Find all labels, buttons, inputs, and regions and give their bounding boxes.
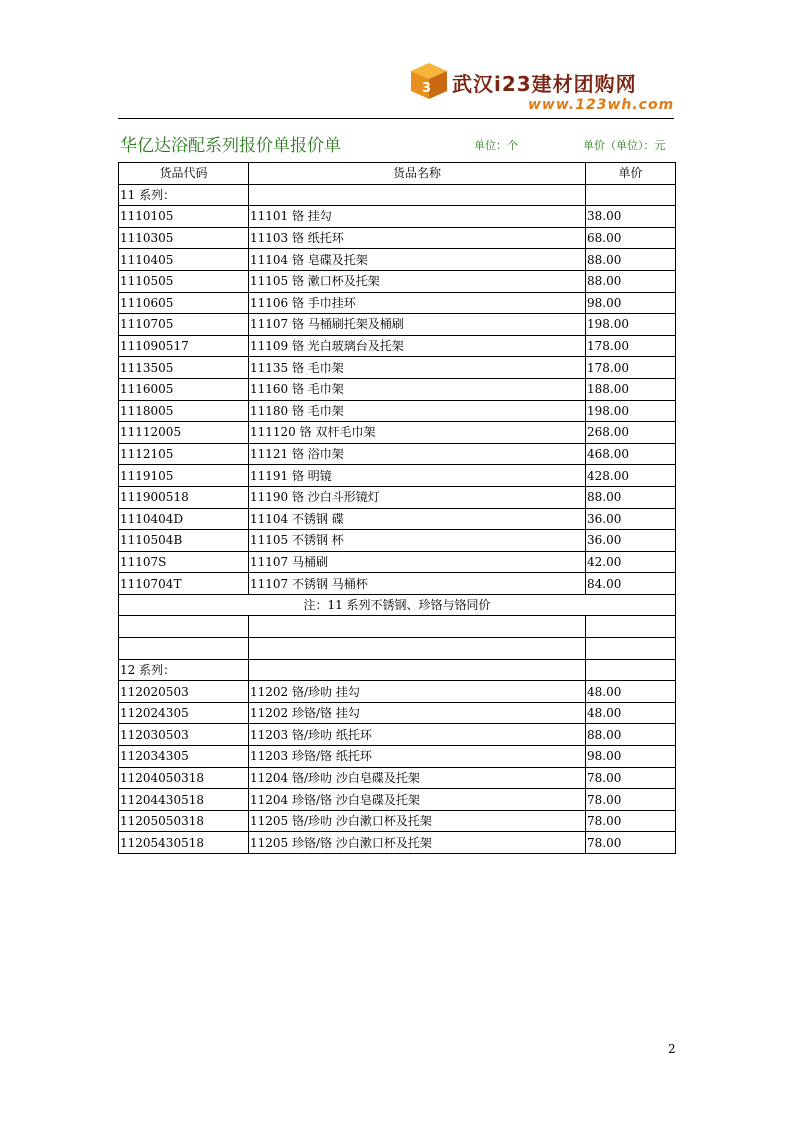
item-price: 178.00 (586, 357, 676, 379)
item-name: 11135 铬 毛巾架 (249, 357, 586, 379)
item-name: 11109 铬 光白玻璃台及托架 (249, 335, 586, 357)
item-price: 198.00 (586, 400, 676, 422)
item-name: 11202 铬/珍叻 挂勾 (249, 681, 586, 703)
item-name: 11105 不锈钢 杯 (249, 530, 586, 552)
item-price: 178.00 (586, 335, 676, 357)
item-code: 11205430518 (119, 832, 249, 854)
unit-label: 单位：个 (474, 139, 518, 152)
item-name: 11190 铬 沙白斗形镜灯 (249, 486, 586, 508)
item-code: 1110605 (119, 292, 249, 314)
price-table (118, 162, 676, 854)
empty-cell (249, 638, 586, 660)
table-row (119, 400, 676, 422)
item-code: 11112005 (119, 422, 249, 444)
table-row (119, 724, 676, 746)
item-price: 468.00 (586, 443, 676, 465)
table-row (119, 508, 676, 530)
item-name: 11105 铬 漱口杯及托架 (249, 270, 586, 292)
table-row (119, 486, 676, 508)
table-header-row (119, 163, 676, 185)
table-row (119, 378, 676, 400)
item-code: 112030503 (119, 724, 249, 746)
site-logo (408, 56, 720, 120)
section-label: 12 系列： (119, 659, 249, 681)
item-code: 111090517 (119, 335, 249, 357)
table-row (119, 206, 676, 228)
section-label: 11 系列： (119, 184, 249, 206)
item-name: 11101 铬 挂勾 (249, 206, 586, 228)
logo-wordmark: 武汉i23建材团购网 (452, 72, 637, 96)
item-price: 78.00 (586, 767, 676, 789)
empty-cell (119, 616, 249, 638)
item-name: 11203 铬/珍叻 纸托环 (249, 724, 586, 746)
item-price: 268.00 (586, 422, 676, 444)
table-row (119, 551, 676, 573)
logo-url: www.123wh.com (528, 97, 675, 113)
item-code: 1110305 (119, 227, 249, 249)
item-name: 11203 珍铬/铬 纸托环 (249, 746, 586, 768)
document-title: 华亿达浴配系列报价单报价单 (120, 136, 341, 156)
table-row (119, 270, 676, 292)
item-price: 88.00 (586, 724, 676, 746)
table-row (119, 746, 676, 768)
empty-cell (119, 638, 249, 660)
empty-cell (586, 616, 676, 638)
cube-logo-icon (408, 60, 450, 102)
item-code: 11107S (119, 551, 249, 573)
item-code: 1112105 (119, 443, 249, 465)
empty-cell (586, 184, 676, 206)
item-price: 48.00 (586, 702, 676, 724)
item-code: 1110705 (119, 314, 249, 336)
table-row (119, 681, 676, 703)
item-price: 88.00 (586, 249, 676, 271)
empty-cell (249, 616, 586, 638)
table-row (119, 422, 676, 444)
table-row (119, 810, 676, 832)
price-unit-label: 单价（单位）：元 (583, 139, 666, 152)
section-note: 注：11 系列不锈钢、珍铬与铬同价 (119, 594, 676, 616)
item-code: 1119105 (119, 465, 249, 487)
item-code: 111900518 (119, 486, 249, 508)
header-price: 单价 (586, 163, 676, 185)
header-name: 货品名称 (249, 163, 586, 185)
table-row (119, 357, 676, 379)
item-code: 11204050318 (119, 767, 249, 789)
item-price: 98.00 (586, 292, 676, 314)
item-name: 11160 铬 毛巾架 (249, 378, 586, 400)
item-name: 11191 铬 明镜 (249, 465, 586, 487)
item-code: 11205050318 (119, 810, 249, 832)
item-code: 11204430518 (119, 789, 249, 811)
header-rule (118, 118, 674, 119)
table-row (119, 767, 676, 789)
item-price: 78.00 (586, 832, 676, 854)
item-name: 11104 铬 皂碟及托架 (249, 249, 586, 271)
item-code: 1116005 (119, 378, 249, 400)
item-code: 1113505 (119, 357, 249, 379)
item-name: 11106 铬 手巾挂环 (249, 292, 586, 314)
header-code: 货品代码 (119, 163, 249, 185)
table-row (119, 702, 676, 724)
item-code: 112024305 (119, 702, 249, 724)
item-name: 11104 不锈钢 碟 (249, 508, 586, 530)
item-code: 1110405 (119, 249, 249, 271)
item-name: 11205 珍铬/铬 沙白漱口杯及托架 (249, 832, 586, 854)
empty-row (119, 638, 676, 660)
item-price: 198.00 (586, 314, 676, 336)
item-name: 11180 铬 毛巾架 (249, 400, 586, 422)
table-row (119, 832, 676, 854)
item-name: 11107 不锈钢 马桶杯 (249, 573, 586, 595)
item-price: 428.00 (586, 465, 676, 487)
table-row (119, 465, 676, 487)
section-label-row (119, 659, 676, 681)
table-row (119, 292, 676, 314)
svg-text:3: 3 (422, 81, 432, 96)
table-row (119, 314, 676, 336)
item-name: 11202 珍铬/铬 挂勾 (249, 702, 586, 724)
item-name: 11103 铬 纸托环 (249, 227, 586, 249)
item-name: 11107 铬 马桶刷托架及桶刷 (249, 314, 586, 336)
table-row (119, 443, 676, 465)
item-name: 111120 铬 双杆毛巾架 (249, 422, 586, 444)
item-name: 11204 铬/珍叻 沙白皂碟及托架 (249, 767, 586, 789)
item-name: 11204 珍铬/铬 沙白皂碟及托架 (249, 789, 586, 811)
item-price: 78.00 (586, 810, 676, 832)
table-row (119, 789, 676, 811)
item-price: 84.00 (586, 573, 676, 595)
item-price: 188.00 (586, 378, 676, 400)
empty-cell (586, 659, 676, 681)
item-price: 68.00 (586, 227, 676, 249)
item-price: 98.00 (586, 746, 676, 768)
item-code: 1110504B (119, 530, 249, 552)
item-code: 1110704T (119, 573, 249, 595)
item-price: 36.00 (586, 508, 676, 530)
item-name: 11205 铬/珍叻 沙白漱口杯及托架 (249, 810, 586, 832)
item-price: 88.00 (586, 270, 676, 292)
table-row (119, 335, 676, 357)
empty-cell (249, 184, 586, 206)
empty-cell (586, 638, 676, 660)
section-label-row (119, 184, 676, 206)
item-name: 11107 马桶刷 (249, 551, 586, 573)
item-code: 112034305 (119, 746, 249, 768)
item-price: 42.00 (586, 551, 676, 573)
item-price: 38.00 (586, 206, 676, 228)
item-price: 88.00 (586, 486, 676, 508)
note-row (119, 594, 676, 616)
empty-cell (249, 659, 586, 681)
table-row (119, 573, 676, 595)
item-code: 1110505 (119, 270, 249, 292)
item-code: 1110105 (119, 206, 249, 228)
table-row (119, 227, 676, 249)
page-number: 2 (668, 1042, 676, 1056)
item-price: 36.00 (586, 530, 676, 552)
item-code: 1110404D (119, 508, 249, 530)
item-name: 11121 铬 浴巾架 (249, 443, 586, 465)
table-row (119, 249, 676, 271)
empty-row (119, 616, 676, 638)
item-price: 78.00 (586, 789, 676, 811)
item-code: 1118005 (119, 400, 249, 422)
table-row (119, 530, 676, 552)
item-price: 48.00 (586, 681, 676, 703)
item-code: 112020503 (119, 681, 249, 703)
